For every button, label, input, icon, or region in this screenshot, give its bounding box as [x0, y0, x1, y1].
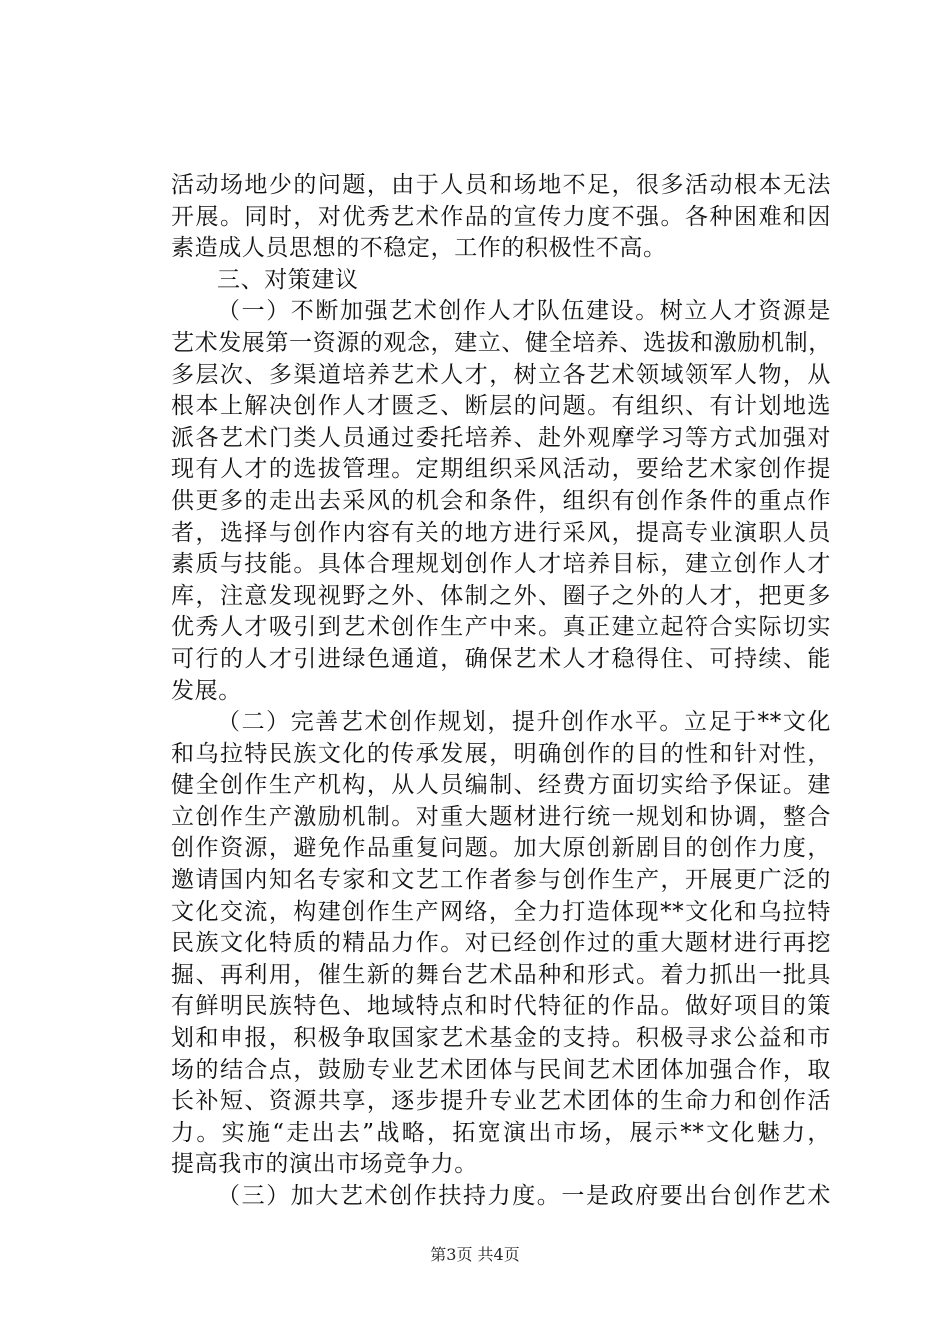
- text-line: 优秀人才吸引到艺术创作生产中来。真正建立起符合实际切实: [171, 614, 831, 641]
- text-line: 素质与技能。具体合理规划创作人才培养目标，建立创作人才: [171, 551, 831, 578]
- text-line: （一）不断加强艺术创作人才队伍建设。树立人才资源是: [217, 298, 831, 325]
- text-line: 艺术发展第一资源的观念，建立、健全培养、选拔和激励机制，: [171, 329, 832, 356]
- text-line: 文化交流，构建创作生产网络，全力打造体现**文化和乌拉特: [171, 898, 831, 925]
- text-line: 素造成人员思想的不稳定，工作的积极性不高。: [171, 235, 667, 262]
- text-line: 有鲜明民族特色、地域特点和时代特征的作品。做好项目的策: [171, 993, 831, 1020]
- text-line: 现有人才的选拔管理。定期组织采风活动，要给艺术家创作提: [171, 456, 831, 483]
- text-line: 和乌拉特民族文化的传承发展，明确创作的目的性和针对性，: [171, 740, 831, 767]
- text-line: 力。实施“走出去”战略，拓宽演出市场，展示**文化魅力，: [171, 1119, 831, 1146]
- text-line: 民族文化特质的精品力作。对已经创作过的重大题材进行再挖: [171, 930, 831, 957]
- text-line: 根本上解决创作人才匮乏、断层的问题。有组织、有计划地选: [171, 393, 831, 420]
- text-line: （二）完善艺术创作规划，提升创作水平。立足于**文化: [217, 709, 831, 736]
- text-line: 邀请国内知名专家和文艺工作者参与创作生产，开展更广泛的: [171, 867, 831, 894]
- text-line: 库，注意发现视野之外、体制之外、圈子之外的人才，把更多: [171, 582, 831, 609]
- text-line: 开展。同时，对优秀艺术作品的宣传力度不强。各种困难和因: [171, 203, 831, 230]
- text-line: 提高我市的演出市场竞争力。: [171, 1151, 478, 1178]
- text-line: 者，选择与创作内容有关的地方进行采风，提高专业演职人员: [171, 519, 831, 546]
- page-footer: [0, 1245, 950, 1265]
- page-number-label: 第3页 共4页: [430, 1245, 520, 1264]
- text-line: 场的结合点，鼓励专业艺术团体与民间艺术团体加强合作，取: [171, 1056, 831, 1083]
- text-line: 立创作生产激励机制。对重大题材进行统一规划和协调，整合: [171, 803, 831, 830]
- text-line: 掘、再利用，催生新的舞台艺术品种和形式。着力抓出一批具: [171, 961, 831, 988]
- text-line: 长补短、资源共享，逐步提升专业艺术团体的生命力和创作活: [171, 1088, 831, 1115]
- text-line: 划和申报，积极争取国家艺术基金的支持。积极寻求公益和市: [171, 1025, 831, 1052]
- text-line: 多层次、多渠道培养艺术人才，树立各艺术领域领军人物，从: [171, 361, 831, 388]
- text-line: 供更多的走出去采风的机会和条件，组织有创作条件的重点作: [171, 487, 831, 514]
- document-body: [171, 170, 831, 1213]
- text-line: 三、对策建议: [217, 266, 359, 293]
- text-line: 活动场地少的问题，由于人员和场地不足，很多活动根本无法: [171, 172, 831, 198]
- text-line: 发展。: [171, 677, 242, 704]
- text-line: 创作资源，避免作品重复问题。加大原创新剧目的创作力度，: [171, 835, 831, 862]
- text-line: 可行的人才引进绿色通道，确保艺术人才稳得住、可持续、能: [171, 645, 831, 672]
- text-line: 健全创作生产机构，从人员编制、经费方面切实给予保证。建: [171, 772, 831, 799]
- text-line: （三）加大艺术创作扶持力度。一是政府要出台创作艺术: [217, 1183, 831, 1209]
- text-line: 派各艺术门类人员通过委托培养、赴外观摩学习等方式加强对: [171, 424, 831, 451]
